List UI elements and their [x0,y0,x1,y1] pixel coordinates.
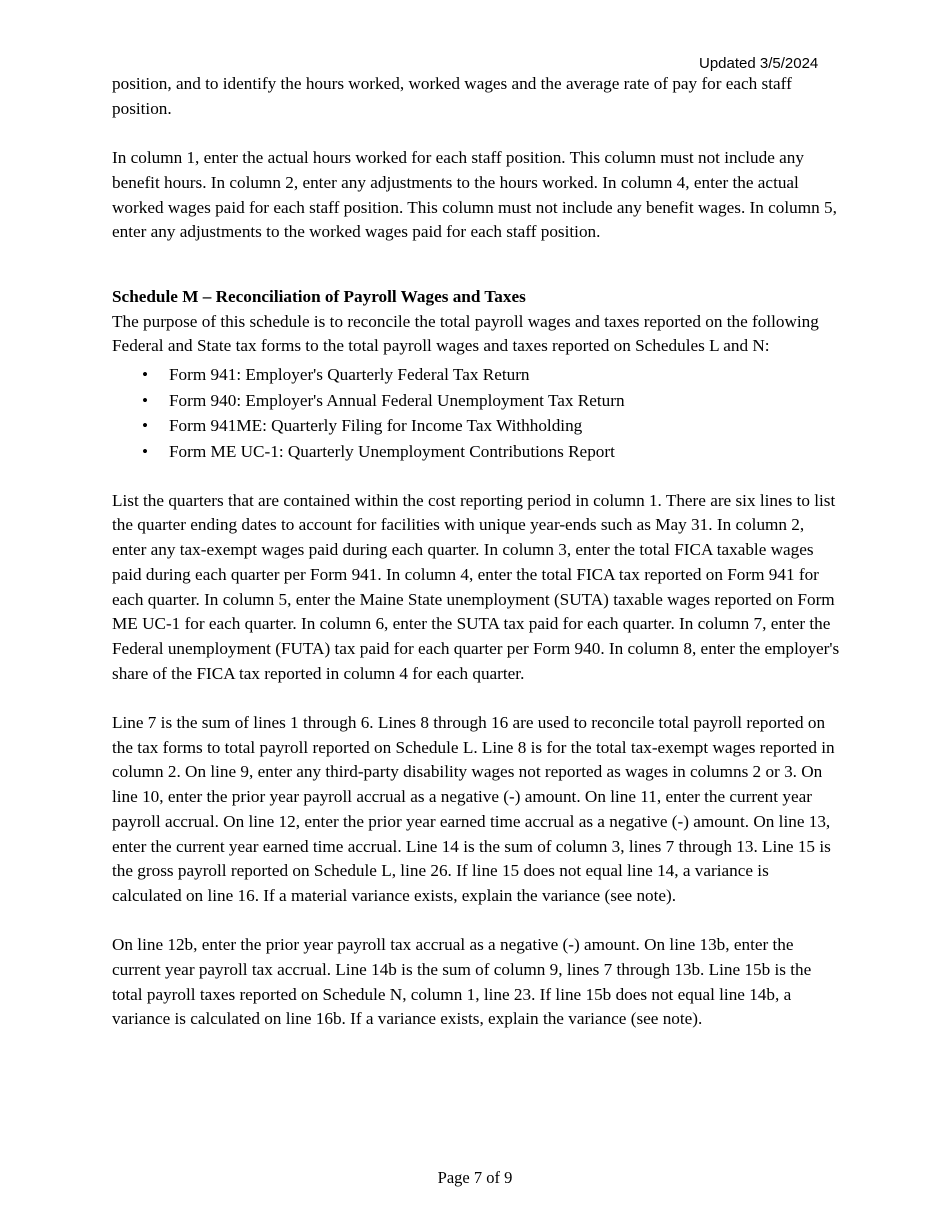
intro-continuation: position, and to identify the hours worked, worked wages and the average rate of pay for each staff position. [112,74,792,118]
list-item: • Form ME UC-1: Quarterly Unemployment Contributions Report [169,439,842,465]
updated-date: Updated 3/5/2024 [699,55,819,72]
list-item: • Form 941: Employer's Quarterly Federal Tax Return [169,362,842,388]
columns-paragraph: In column 1, enter the actual hours worked for each staff position. This column must not include any benefit hours. In column 2, enter any adjustments to the hours worked. In column 4, enter the actual worked wages paid for each staff position. This column must not include any benefit wages. In column 5, enter any adjustments to the worked wages paid for each staff position. [112,148,837,242]
page-number: Page 7 of 9 [437,1168,513,1187]
document-body [112,72,842,1032]
schedule-m-purpose: The purpose of this schedule is to reconcile the total payroll wages and taxes reported on the following Federal and State tax forms to the total payroll wages and taxes reported on Schedules L and N: [112,311,819,356]
payroll-tax-paragraph: On line 12b, enter the prior year payroll tax accrual as a negative (-) amount. On line 13b, enter the current year payroll tax accrual. Line 14b is the sum of column 9, lines 7 through 13b. Line 15b is the total payroll taxes reported on Schedule N, column 1, line 23. If line 15b does not equal line 14b, a variance is calculated on line 16b. If a variance exists, explain the variance (see note). [112,935,812,1029]
tax-forms-list [112,362,842,464]
list-item: • Form 941ME: Quarterly Filing for Income Tax Withholding [169,413,842,439]
reconciliation-lines-paragraph: Line 7 is the sum of lines 1 through 6. Lines 8 through 16 are used to reconcile total payroll reported on the tax forms to total payroll reported on Schedule L. Line 8 is for the total tax-exempt wages reported in column 2. On line 9, enter any third-party disability wages not reported as wages in columns 2 or 3. On line 10, enter the prior year payroll accrual as a negative (-) amount. On line 11, enter the current year payroll accrual. On line 12, enter the prior year earned time accrual as a negative (-) amount. On line 13, enter the current year earned time accrual. Line 14 is the sum of column 3, lines 7 through 13. Line 15 is the gross payroll reported on Schedule L, line 26. If line 15 does not equal line 14, a variance is calculated on line 16. If a material variance exists, explain the variance (see note). [112,713,835,905]
list-item: • Form 940: Employer's Annual Federal Unemployment Tax Return [169,388,842,414]
schedule-m-heading: Schedule M – Reconciliation of Payroll Wages and Taxes [112,286,526,306]
quarters-paragraph: List the quarters that are contained within the cost reporting period in column 1. There are six lines to list the quarter ending dates to account for facilities with unique year-ends such as May 31. In column 2, enter any tax-exempt wages paid during each quarter. In column 3, enter the total FICA taxable wages paid during each quarter per Form 941. In column 4, enter the total FICA tax reported on Form 941 for each quarter. In column 5, enter the Maine State unemployment (SUTA) taxable wages reported on Form ME UC-1 for each quarter. In column 6, enter the SUTA tax paid for each quarter. In column 7, enter the Federal unemployment (FUTA) tax paid for each quarter per Form 940. In column 8, enter the employer's share of the FICA tax reported in column 4 for each quarter. [112,490,840,683]
